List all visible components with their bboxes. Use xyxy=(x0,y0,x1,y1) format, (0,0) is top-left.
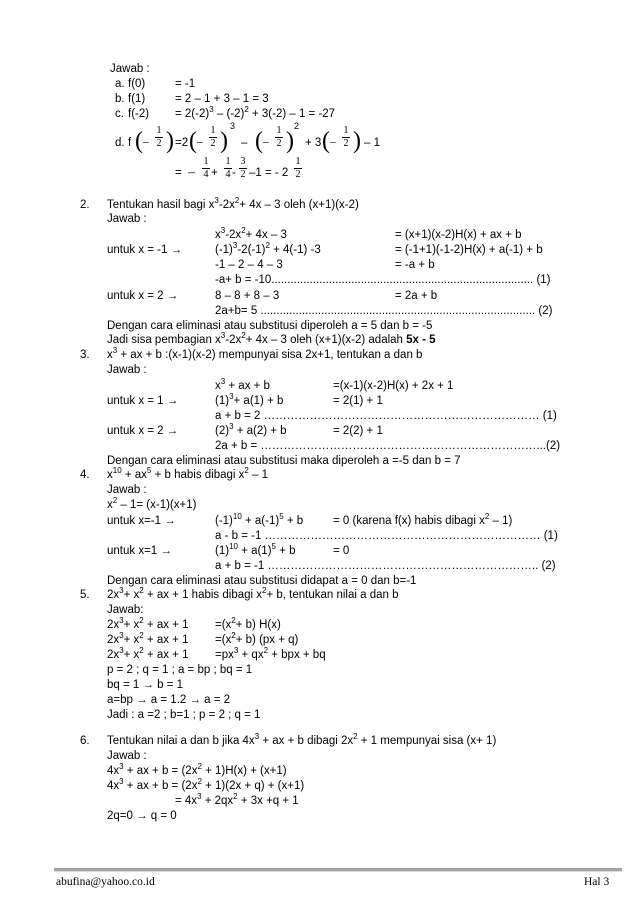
q3-number: 3. xyxy=(80,349,90,361)
q4-sub2-rhs: = 0 xyxy=(333,545,350,557)
jawab-heading: Jawab : xyxy=(110,63,150,75)
q3-equation-lhs: $x^3$ + ax + b xyxy=(215,377,270,392)
footer-page-number: Hal 3 xyxy=(584,876,610,888)
q3-sub2-rhs: = 2(2) + 1 xyxy=(333,425,383,437)
q2-question: Tentukan hasil bagi $x^3-2x^2+ 4x - 3$ oleh (x+1)(x-2) xyxy=(107,196,359,211)
q4-jawab: Jawab : xyxy=(107,484,147,496)
item-c-rhs: = $2(-2)^3 - (-2)^2 + 3(-2) - 1 = -27$ xyxy=(175,105,336,120)
q2-sub1-rhs2: = -a + b xyxy=(395,259,435,271)
q2-elimination: Dengan cara eliminasi atau substitusi diperoleh a = 5 dan b = -5 xyxy=(107,320,433,332)
q4-elimination: Dengan cara eliminasi atau substitusi didapat a = 0 dan b=-1 xyxy=(107,575,417,587)
q2-sub1-label: untuk x = -1 → xyxy=(107,244,183,256)
q6-line4: 2q=0 → q = 0 xyxy=(107,810,177,822)
q4-sub1-lhs: $(-1)^{10} + a(-1)^5 + b$ xyxy=(215,512,304,527)
q3-sub2-lhs: $(2)^3 + a(2) + b$ xyxy=(215,422,287,437)
q2-equation-rhs: = (x+1)(x-2)H(x) + ax + b xyxy=(395,229,522,241)
q5-line3-rhs: $=px^3 + qx^2$ + bpx + bq xyxy=(215,646,326,661)
q2-sub1-lhs2: -1 – 2 – 4 – 3 xyxy=(215,259,283,271)
q4-sub1-label: untuk x=-1 → xyxy=(107,515,176,527)
q5-line1-rhs: $=(x^2+ b)$ H(x) xyxy=(215,616,281,631)
q2-sub2-rhs: = 2a + b xyxy=(395,290,438,302)
q4-sub1-rhs: = 0 (karena f(x) habis dibagi $x^2 - 1$) xyxy=(333,512,513,527)
q3-jawab: Jawab : xyxy=(107,364,147,376)
item-c-lhs: f(-2) xyxy=(128,108,150,120)
q5-line2-lhs: $2x^3+ x^2$ + ax + 1 xyxy=(107,631,189,646)
q3-sub1-label: untuk x = 1 → xyxy=(107,395,179,407)
q2-sub2-label: untuk x = 2 → xyxy=(107,290,179,302)
item-a-lhs: f(0) xyxy=(128,78,146,90)
q3-eq2: 2a + b = ………………………………………………………………...(2) xyxy=(215,440,561,452)
q3-equation-rhs: =(x-1)(x-2)H(x) + 2x + 1 xyxy=(333,380,454,392)
q5-line6: a=bp → a = 1.2 → a = 2 xyxy=(107,694,231,706)
q2-sub1-lhs: $(-1)^3-2(-1)^2 + 4(-1)$ -3 xyxy=(215,241,321,256)
q4-sub2-label: untuk x=1 → xyxy=(107,545,172,557)
q5-line1-lhs: $2x^3+ x^2$ + ax + 1 xyxy=(107,616,189,631)
q2-sub2-lhs: 8 – 8 + 8 – 3 xyxy=(215,290,280,302)
q2-eq1: -a+ b = -10.................................................................................. (1) xyxy=(215,274,551,286)
q5-question: $2x^3+ x^2$ + ax + 1 habis dibagi $x^2+ b$, tentukan nilai a dan b xyxy=(107,586,399,601)
item-b-rhs: = 2 – 1 + 3 – 1 = 3 xyxy=(175,93,269,105)
q4-eq2: a + b = -1 …………………………………………………………….. (2) xyxy=(215,560,556,572)
q3-sub1-lhs: $(1)^3+ a(1) + b$ xyxy=(215,392,284,407)
q5-jawab: Jawab: xyxy=(107,604,144,616)
q6-line1: $4x^3$ + ax + $b = (2x^2 + 1)H(x) + (x+1)$ xyxy=(107,762,287,777)
q5-line3-lhs: $2x^3+ x^2$ + ax + 1 xyxy=(107,646,189,661)
q2-equation-lhs: $x^3-2x^2+ 4x - 3$ xyxy=(215,226,287,241)
q6-number: 6. xyxy=(80,735,90,747)
item-a-rhs: = -1 xyxy=(175,78,196,90)
q6-question: Tentukan nilai a dan b jika $4x^3$ + ax + b dibagi $2x^2 + 1$ mempunyai sisa (x+ 1) xyxy=(107,732,497,747)
footer-divider-shadow xyxy=(54,871,622,872)
q3-sub1-rhs: = 2(1) + 1 xyxy=(333,395,383,407)
item-b-label: b. xyxy=(115,93,125,105)
q2-number: 2. xyxy=(80,199,90,211)
q2-eq2: 2a+b= 5 ...................................................................................... (2) xyxy=(215,305,553,317)
q6-line3: = $4x^3 + 2qx^2 + 3x +q + 1$ xyxy=(175,792,299,807)
q2-sub1-rhs: = (-1+1)(-1-2)H(x) + a(-1) + b xyxy=(395,244,543,256)
item-d-label: d. xyxy=(115,137,125,149)
q3-question: $x^3$ + ax + b :(x-1)(x-2) mempunyai sisa 2x+1, tentukan a dan b xyxy=(107,346,423,361)
q5-line4: p = 2 ; q = 1 ; a = bp ; bq = 1 xyxy=(107,664,253,676)
item-b-lhs: f(1) xyxy=(128,93,146,105)
q5-line2-rhs: $=(x^2+ b) (px + q)$ xyxy=(215,631,299,646)
q3-eq1: a + b = 2 ……………………………………………………………… (1) xyxy=(215,410,557,422)
q5-line5: bq = 1 → b = 1 xyxy=(107,679,184,691)
q4-sub2-lhs: $(1)^{10} + a(1)^5 + b$ xyxy=(215,542,296,557)
q5-number: 5. xyxy=(80,589,90,601)
q6-jawab: Jawab : xyxy=(107,750,147,762)
item-c-label: c. xyxy=(115,108,124,120)
q3-sub2-label: untuk x = 2 → xyxy=(107,425,179,437)
q2-jawab: Jawab : xyxy=(107,213,147,225)
q4-eq1: a - b = -1 ……………………………………………………………… (1) xyxy=(215,530,558,542)
q4-question: $x^{10} + ax^5 + b$ habis dibagi $x^2 - 1$ xyxy=(107,466,269,481)
q2-result: Jadi sisa pembagian $x^3-2x^2+ 4x - 3$ oleh (x+1)(x-2) adalah 5x - 5 xyxy=(107,331,436,346)
q4-factor: $x^2 - 1= (x-1)(x+1)$ xyxy=(107,496,197,511)
q4-number: 4. xyxy=(80,469,90,481)
q6-line2: $4x^3$ + ax + $b = (2x^2 + 1)(2x + q) + (x+1)$ xyxy=(107,777,305,792)
item-a-label: a. xyxy=(115,78,125,90)
footer-email: abufina@yahoo.co.id xyxy=(56,876,155,888)
q5-line7: Jadi : a =2 ; b=1 ; p = 2 ; q = 1 xyxy=(107,709,261,721)
q3-elimination: Dengan cara eliminasi atau substitusi maka diperoleh a =-5 dan b = 7 xyxy=(107,455,461,467)
